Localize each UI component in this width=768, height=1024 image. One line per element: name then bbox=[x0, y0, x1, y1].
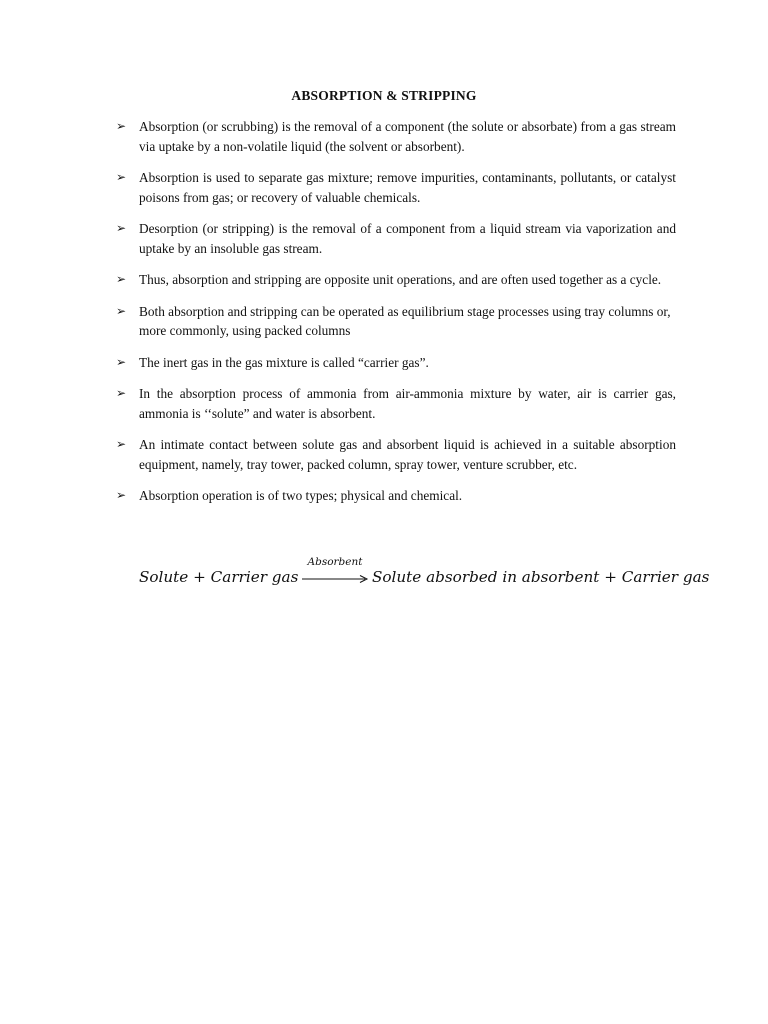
arrow-bullet-icon: ➢ bbox=[116, 272, 127, 286]
reaction-equation bbox=[139, 556, 739, 596]
page-title: ABSORPTION & STRIPPING bbox=[291, 88, 477, 103]
bullet-text: Absorption is used to separate gas mixture; remove impurities, contaminants, pollutants, or catalyst poisons from gas; or recovery of valuable chemicals. bbox=[139, 170, 676, 205]
arrow-bullet-icon: ➢ bbox=[116, 221, 127, 235]
equation-right-side: Solute absorbed in absorbent + Carrier gas bbox=[372, 568, 710, 586]
bullet-text: Desorption (or stripping) is the removal of a component from a liquid stream via vaporization and uptake by an insoluble gas stream. bbox=[139, 221, 676, 256]
bullet-text: Absorption operation is of two types; physical and chemical. bbox=[139, 488, 463, 503]
bullet-item bbox=[116, 486, 676, 506]
bullet-item bbox=[116, 353, 676, 373]
bullet-text: The inert gas in the gas mixture is called “carrier gas”. bbox=[139, 354, 429, 370]
arrow-bullet-icon: ➢ bbox=[116, 386, 127, 400]
arrow-bullet-icon: ➢ bbox=[116, 119, 127, 133]
arrow-bullet-icon: ➢ bbox=[116, 488, 127, 502]
bullet-item bbox=[116, 302, 676, 341]
arrow-bullet-icon: ➢ bbox=[116, 170, 127, 184]
equation-left-side: Solute + Carrier gas bbox=[139, 568, 299, 586]
equation-arrow-group bbox=[301, 556, 369, 590]
bullet-text: An intimate contact between solute gas and absorbent liquid is achieved in a suitable absorption equipment, namely, tray tower, packed column, spray tower, venture scrubber, etc. bbox=[139, 437, 676, 472]
arrow-bullet-icon: ➢ bbox=[116, 437, 127, 451]
bullet-item bbox=[116, 117, 676, 156]
bullet-text: In the absorption process of ammonia from air-ammonia mixture by water, air is carrier gas, ammonia is ‘‘solute” and water is absorbent. bbox=[139, 386, 676, 421]
bullet-list bbox=[116, 117, 676, 518]
bullet-text: Absorption (or scrubbing) is the removal of a component (the solute or absorbate) from a gas stream via uptake by a non-volatile liquid (the solvent or absorbent). bbox=[139, 119, 676, 154]
right-arrow-icon bbox=[301, 574, 369, 584]
bullet-item bbox=[116, 384, 676, 423]
bullet-item bbox=[116, 219, 676, 258]
arrow-bullet-icon: ➢ bbox=[116, 303, 127, 318]
bullet-text: Both absorption and stripping can be operated as equilibrium stage processes using tray columns or, more commonly, using packed columns bbox=[139, 303, 671, 338]
bullet-item bbox=[116, 168, 676, 207]
bullet-item bbox=[116, 435, 676, 474]
bullet-text: Thus, absorption and stripping are opposite unit operations, and are often used together as a cycle. bbox=[139, 272, 662, 287]
bullet-item bbox=[116, 270, 676, 290]
equation-arrow-label: Absorbent bbox=[307, 556, 363, 568]
arrow-bullet-icon: ➢ bbox=[116, 354, 127, 369]
